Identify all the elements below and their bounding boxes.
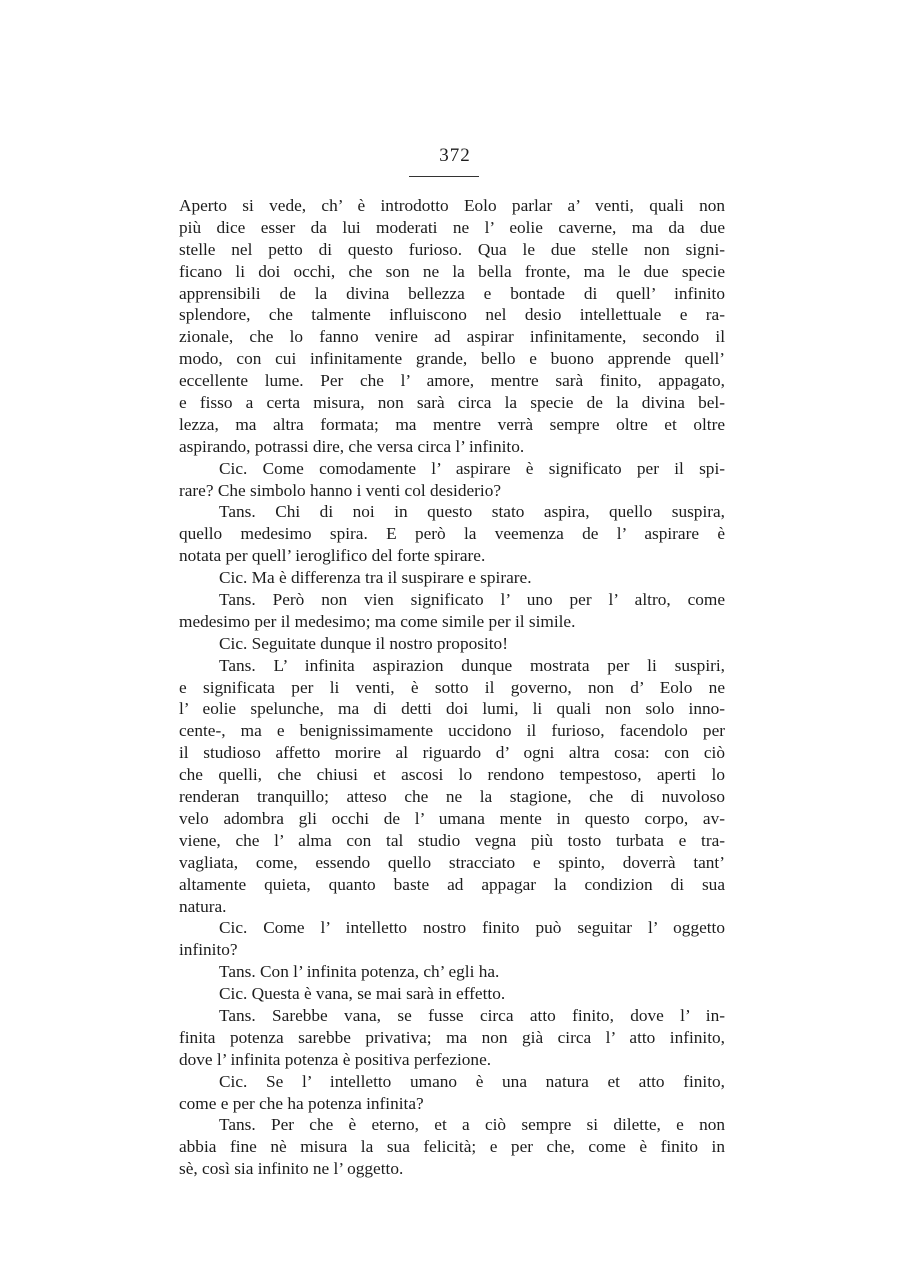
text-line: Tans. Con l’ infinita potenza, ch’ egli ha. — [219, 962, 500, 982]
text-line: aspirando, potrassi dire, che versa circa l’ infinito. — [179, 436, 525, 456]
text-line: vagliata, come, essendo quello stracciato e spinto, doverrà tant’ — [179, 852, 725, 872]
text-line: modo, con cui infinitamente grande, bello e buono apprende quell’ — [179, 349, 725, 369]
text-line: lezza, ma altra formata; ma mentre verrà sempre oltre et oltre — [179, 414, 725, 434]
text-line: Cic. Ma è differenza tra il suspirare e spirare. — [219, 568, 532, 588]
text-line: Tans. Però non vien significato l’ uno per l’ altro, come — [219, 590, 725, 610]
text-line: l’ eolie spelunche, ma di detti doi lumi, li quali non solo inno- — [179, 699, 725, 719]
text-line: finita potenza sarebbe privativa; ma non già circa l’ atto infinito, — [179, 1027, 725, 1047]
text-line: Cic. Questa è vana, se mai sarà in effetto. — [219, 984, 506, 1004]
text-line: Tans. Per che è eterno, et a ciò sempre si dilette, e non — [219, 1115, 725, 1135]
text-line: più dice esser da lui moderati ne l’ eolie caverne, ma da due — [179, 217, 725, 237]
text-line: Cic. Se l’ intelletto umano è una natura et atto finito, — [219, 1071, 725, 1091]
text-line: natura. — [179, 896, 227, 916]
text-line: medesimo per il medesimo; ma come simile per il simile. — [179, 611, 576, 631]
text-line: renderan tranquillo; atteso che ne la stagione, che di nuvoloso — [179, 787, 725, 807]
text-line: il studioso affetto morire al riguardo d’ ogni altra cosa: con ciò — [179, 743, 725, 763]
text-line: Cic. Come comodamente l’ aspirare è significato per il spi- — [219, 458, 725, 478]
header-rule — [409, 176, 479, 177]
text-line: Cic. Come l’ intelletto nostro finito può seguitar l’ oggetto — [219, 918, 725, 938]
text-line: stelle nel petto di questo furioso. Qua le due stelle non signi- — [179, 239, 725, 259]
text-line: quello medesimo spira. E però la veemenza de l’ aspirare è — [179, 524, 725, 544]
text-line: viene, che l’ alma con tal studio vegna più tosto turbata e tra- — [179, 830, 725, 850]
text-line: sè, così sia infinito ne l’ oggetto. — [179, 1159, 404, 1179]
text-line: dove l’ infinita potenza è positiva perfezione. — [179, 1049, 492, 1069]
text-line: come e per che ha potenza infinita? — [179, 1093, 424, 1113]
body-text — [179, 195, 725, 1180]
text-line: cente-, ma e benignissimamente uccidono il furioso, facendolo per — [179, 721, 725, 741]
text-line: e significata per li venti, è sotto il governo, non d’ Eolo ne — [179, 677, 725, 697]
text-line: velo adombra gli occhi de l’ umana mente in questo corpo, av- — [179, 808, 725, 828]
text-line: splendore, che talmente influiscono nel desio intellettuale e ra- — [179, 305, 725, 325]
text-line: zionale, che lo fanno venire ad aspirar infinitamente, secondo il — [179, 327, 725, 347]
text-line: ficano li doi occhi, che son ne la bella fronte, ma le due specie — [179, 261, 725, 281]
text-line: e fisso a certa misura, non sarà circa la specie de la divina bel- — [179, 393, 725, 413]
text-line: Aperto si vede, ch’ è introdotto Eolo parlar a’ venti, quali non — [179, 196, 725, 215]
text-line: che quelli, che chiusi et ascosi lo rendono tempestoso, aperti lo — [179, 765, 725, 785]
text-line: Tans. Chi di noi in questo stato aspira, quello suspira, — [219, 502, 725, 522]
text-line: apprensibili de la divina bellezza e bontade di quell’ infinito — [179, 283, 725, 303]
text-line: Tans. Sarebbe vana, se fusse circa atto finito, dove l’ in- — [219, 1005, 725, 1025]
text-line: abbia fine nè misura la sua felicità; e per che, come è finito in — [179, 1137, 725, 1157]
text-line: Cic. Seguitate dunque il nostro proposito! — [219, 633, 508, 653]
text-line: rare? Che simbolo hanno i venti col desiderio? — [179, 480, 502, 500]
text-line: eccellente lume. Per che l’ amore, mentre sarà finito, appagato, — [179, 371, 725, 391]
text-line: notata per quell’ ieroglifico del forte spirare. — [179, 546, 486, 566]
text-line: infinito? — [179, 940, 238, 960]
text-line: Tans. L’ infinita aspirazion dunque mostrata per li suspiri, — [219, 655, 725, 675]
page-number: 372 — [439, 145, 471, 166]
text-line: altamente quieta, quanto baste ad appagar la condizion di sua — [179, 874, 725, 894]
